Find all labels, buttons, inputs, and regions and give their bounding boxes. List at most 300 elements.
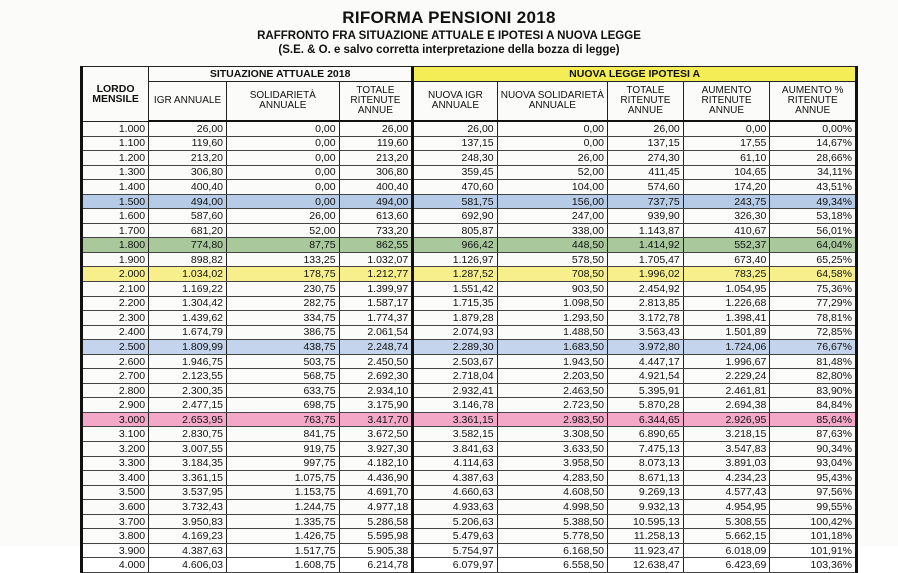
cell-totale-ritenute-current: 5.595,98 (339, 529, 413, 544)
cell-solidarieta-annuale: 0,00 (227, 151, 340, 166)
cell-totale-ritenute-current: 1.587,17 (339, 296, 413, 311)
cell-totale-ritenute-new: 6.890,65 (608, 427, 684, 442)
table-row (82, 412, 857, 427)
cell-solidarieta-annuale: 334,75 (227, 311, 340, 326)
cell-igr-annuale: 3.361,15 (149, 471, 227, 486)
cell-aumento-ritenute: 2.926,95 (683, 412, 770, 427)
cell-aumento-ritenute: 3.891,03 (683, 456, 770, 471)
cell-nuova-igr-annuale: 4.114,63 (413, 456, 497, 471)
cell-aumento-percent: 75,36% (770, 282, 857, 297)
cell-totale-ritenute-current: 2.061,54 (339, 325, 413, 340)
cell-totale-ritenute-new: 411,45 (608, 165, 684, 180)
cell-aumento-ritenute: 1.398,41 (683, 311, 770, 326)
table-row (82, 558, 857, 573)
document-subtitle: RAFFRONTO FRA SITUAZIONE ATTUALE E IPOTESI A NUOVA LEGGE (257, 30, 641, 42)
header-nuova-igr-annuale: NUOVA IGR ANNUALE (413, 82, 497, 122)
cell-aumento-ritenute: 0,00 (683, 121, 770, 136)
cell-nuova-igr-annuale: 2.289,30 (413, 340, 497, 355)
cell-totale-ritenute-new: 1.414,92 (608, 238, 684, 253)
cell-totale-ritenute-current: 1.212,77 (339, 267, 413, 282)
cell-aumento-percent: 103,36% (770, 558, 857, 573)
cell-lordo-mensile: 1.100 (82, 136, 149, 151)
cell-aumento-percent: 53,18% (770, 209, 857, 224)
cell-aumento-ritenute: 326,30 (683, 209, 770, 224)
cell-totale-ritenute-current: 862,55 (339, 238, 413, 253)
cell-aumento-percent: 101,18% (770, 529, 857, 544)
cell-nuova-igr-annuale: 966,42 (413, 238, 497, 253)
cell-lordo-mensile: 2.700 (82, 369, 149, 384)
cell-solidarieta-annuale: 438,75 (227, 340, 340, 355)
cell-lordo-mensile: 3.800 (82, 529, 149, 544)
cell-solidarieta-annuale: 0,00 (227, 136, 340, 151)
cell-solidarieta-annuale: 0,00 (227, 121, 340, 136)
cell-aumento-ritenute: 3.218,15 (683, 427, 770, 442)
cell-nuova-solidarieta-annuale: 247,00 (497, 209, 607, 224)
cell-nuova-igr-annuale: 2.718,04 (413, 369, 497, 384)
table-row (82, 471, 857, 486)
cell-lordo-mensile: 2.000 (82, 267, 149, 282)
cell-aumento-percent: 85,64% (770, 412, 857, 427)
cell-nuova-solidarieta-annuale: 1.943,50 (497, 354, 607, 369)
cell-nuova-solidarieta-annuale: 6.168,50 (497, 543, 607, 558)
cell-aumento-percent: 95,43% (770, 471, 857, 486)
cell-solidarieta-annuale: 0,00 (227, 165, 340, 180)
table-row (82, 311, 857, 326)
cell-totale-ritenute-new: 3.972,80 (608, 340, 684, 355)
cell-aumento-percent: 77,29% (770, 296, 857, 311)
cell-totale-ritenute-current: 119,60 (339, 136, 413, 151)
cell-solidarieta-annuale: 1.426,75 (227, 529, 340, 544)
cell-aumento-ritenute: 673,40 (683, 252, 770, 267)
cell-aumento-percent: 93,04% (770, 456, 857, 471)
cell-solidarieta-annuale: 133,25 (227, 252, 340, 267)
cell-totale-ritenute-current: 5.905,38 (339, 543, 413, 558)
cell-igr-annuale: 2.830,75 (149, 427, 227, 442)
table-row (82, 427, 857, 442)
cell-lordo-mensile: 1.600 (82, 209, 149, 224)
comparison-table (80, 66, 858, 573)
cell-nuova-solidarieta-annuale: 3.633,50 (497, 442, 607, 457)
cell-nuova-solidarieta-annuale: 4.998,50 (497, 500, 607, 515)
cell-nuova-solidarieta-annuale: 3.958,50 (497, 456, 607, 471)
cell-aumento-ritenute: 104,65 (683, 165, 770, 180)
header-nuova-solidarieta-annuale: NUOVA SOLIDARIETÀ ANNUALE (497, 82, 607, 122)
cell-igr-annuale: 681,20 (149, 223, 227, 238)
cell-totale-ritenute-current: 26,00 (339, 121, 413, 136)
cell-lordo-mensile: 3.600 (82, 500, 149, 515)
cell-solidarieta-annuale: 1.244,75 (227, 500, 340, 515)
cell-totale-ritenute-current: 494,00 (339, 194, 413, 209)
cell-nuova-igr-annuale: 1.879,28 (413, 311, 497, 326)
cell-nuova-solidarieta-annuale: 1.683,50 (497, 340, 607, 355)
cell-aumento-percent: 81,48% (770, 354, 857, 369)
cell-nuova-solidarieta-annuale: 338,00 (497, 223, 607, 238)
cell-totale-ritenute-new: 3.563,43 (608, 325, 684, 340)
header-lordo-mensile: LORDO MENSILE (82, 67, 149, 122)
cell-aumento-ritenute: 5.308,55 (683, 514, 770, 529)
cell-totale-ritenute-current: 2.450,50 (339, 354, 413, 369)
cell-aumento-percent: 99,55% (770, 500, 857, 515)
cell-solidarieta-annuale: 1.153,75 (227, 485, 340, 500)
cell-nuova-igr-annuale: 359,45 (413, 165, 497, 180)
cell-totale-ritenute-current: 400,40 (339, 180, 413, 195)
cell-nuova-igr-annuale: 4.660,63 (413, 485, 497, 500)
cell-igr-annuale: 26,00 (149, 121, 227, 136)
cell-aumento-percent: 100,42% (770, 514, 857, 529)
cell-nuova-solidarieta-annuale: 3.308,50 (497, 427, 607, 442)
cell-igr-annuale: 4.606,03 (149, 558, 227, 573)
header-aumento-percent: AUMENTO % RITENUTE ANNUE (770, 82, 857, 122)
cell-totale-ritenute-new: 1.705,47 (608, 252, 684, 267)
cell-totale-ritenute-new: 5.870,28 (608, 398, 684, 413)
cell-aumento-percent: 87,63% (770, 427, 857, 442)
cell-nuova-solidarieta-annuale: 1.293,50 (497, 311, 607, 326)
table-row (82, 121, 857, 136)
cell-igr-annuale: 3.732,43 (149, 500, 227, 515)
cell-totale-ritenute-current: 3.672,50 (339, 427, 413, 442)
cell-igr-annuale: 494,00 (149, 194, 227, 209)
cell-nuova-igr-annuale: 3.361,15 (413, 412, 497, 427)
cell-lordo-mensile: 3.400 (82, 471, 149, 486)
cell-nuova-igr-annuale: 6.079,97 (413, 558, 497, 573)
cell-totale-ritenute-new: 737,75 (608, 194, 684, 209)
cell-nuova-igr-annuale: 2.074,93 (413, 325, 497, 340)
table-row (82, 194, 857, 209)
cell-lordo-mensile: 2.600 (82, 354, 149, 369)
cell-nuova-solidarieta-annuale: 156,00 (497, 194, 607, 209)
cell-nuova-igr-annuale: 26,00 (413, 121, 497, 136)
cell-nuova-igr-annuale: 2.503,67 (413, 354, 497, 369)
cell-lordo-mensile: 2.500 (82, 340, 149, 355)
header-solidarieta-annuale: SOLIDARIETÀ ANNUALE (227, 82, 340, 122)
cell-igr-annuale: 1.439,62 (149, 311, 227, 326)
cell-aumento-ritenute: 4.577,43 (683, 485, 770, 500)
table-row (82, 238, 857, 253)
cell-solidarieta-annuale: 87,75 (227, 238, 340, 253)
cell-totale-ritenute-new: 274,30 (608, 151, 684, 166)
cell-aumento-percent: 28,66% (770, 151, 857, 166)
cell-igr-annuale: 306,80 (149, 165, 227, 180)
cell-nuova-solidarieta-annuale: 1.488,50 (497, 325, 607, 340)
cell-igr-annuale: 3.950,83 (149, 514, 227, 529)
cell-igr-annuale: 587,60 (149, 209, 227, 224)
table-row (82, 485, 857, 500)
cell-aumento-percent: 56,01% (770, 223, 857, 238)
table-row (82, 209, 857, 224)
cell-aumento-ritenute: 4.234,23 (683, 471, 770, 486)
cell-aumento-percent: 64,04% (770, 238, 857, 253)
cell-totale-ritenute-current: 1.399,97 (339, 282, 413, 297)
cell-aumento-ritenute: 17,55 (683, 136, 770, 151)
cell-nuova-igr-annuale: 1.126,97 (413, 252, 497, 267)
cell-totale-ritenute-current: 2.692,30 (339, 369, 413, 384)
cell-solidarieta-annuale: 1.075,75 (227, 471, 340, 486)
column-header-row (82, 82, 857, 122)
cell-aumento-ritenute: 3.547,83 (683, 442, 770, 457)
cell-nuova-solidarieta-annuale: 5.778,50 (497, 529, 607, 544)
table-row (82, 223, 857, 238)
group-header-current: SITUAZIONE ATTUALE 2018 (149, 67, 413, 82)
cell-nuova-solidarieta-annuale: 448,50 (497, 238, 607, 253)
table-row (82, 282, 857, 297)
cell-aumento-percent: 97,56% (770, 485, 857, 500)
cell-solidarieta-annuale: 1.517,75 (227, 543, 340, 558)
header-totale-ritenute-current: TOTALE RITENUTE ANNUE (339, 82, 413, 122)
cell-nuova-solidarieta-annuale: 708,50 (497, 267, 607, 282)
cell-solidarieta-annuale: 503,75 (227, 354, 340, 369)
cell-solidarieta-annuale: 282,75 (227, 296, 340, 311)
cell-nuova-igr-annuale: 4.933,63 (413, 500, 497, 515)
cell-aumento-ritenute: 61,10 (683, 151, 770, 166)
cell-igr-annuale: 1.304,42 (149, 296, 227, 311)
cell-lordo-mensile: 4.000 (82, 558, 149, 573)
cell-totale-ritenute-current: 2.248,74 (339, 340, 413, 355)
cell-lordo-mensile: 2.400 (82, 325, 149, 340)
cell-nuova-solidarieta-annuale: 52,00 (497, 165, 607, 180)
cell-totale-ritenute-new: 3.172,78 (608, 311, 684, 326)
cell-nuova-solidarieta-annuale: 2.203,50 (497, 369, 607, 384)
table-row (82, 165, 857, 180)
cell-igr-annuale: 1.674,79 (149, 325, 227, 340)
cell-totale-ritenute-new: 939,90 (608, 209, 684, 224)
cell-nuova-solidarieta-annuale: 2.463,50 (497, 383, 607, 398)
cell-nuova-solidarieta-annuale: 0,00 (497, 136, 607, 151)
table-row (82, 514, 857, 529)
cell-totale-ritenute-new: 10.595,13 (608, 514, 684, 529)
table-row (82, 398, 857, 413)
cell-nuova-igr-annuale: 3.146,78 (413, 398, 497, 413)
cell-solidarieta-annuale: 386,75 (227, 325, 340, 340)
table-row (82, 500, 857, 515)
cell-aumento-percent: 83,90% (770, 383, 857, 398)
cell-igr-annuale: 2.123,55 (149, 369, 227, 384)
cell-aumento-percent: 84,84% (770, 398, 857, 413)
cell-totale-ritenute-current: 1.774,37 (339, 311, 413, 326)
cell-aumento-ritenute: 6.018,09 (683, 543, 770, 558)
cell-totale-ritenute-current: 4.436,90 (339, 471, 413, 486)
cell-totale-ritenute-current: 4.182,10 (339, 456, 413, 471)
cell-totale-ritenute-new: 26,00 (608, 121, 684, 136)
group-header-row (82, 67, 857, 82)
table-row (82, 340, 857, 355)
cell-aumento-percent: 43,51% (770, 180, 857, 195)
cell-nuova-igr-annuale: 3.841,63 (413, 442, 497, 457)
header-totale-ritenute-new: TOTALE RITENUTE ANNUE (608, 82, 684, 122)
cell-totale-ritenute-current: 306,80 (339, 165, 413, 180)
cell-lordo-mensile: 3.500 (82, 485, 149, 500)
cell-lordo-mensile: 1.400 (82, 180, 149, 195)
cell-aumento-ritenute: 243,75 (683, 194, 770, 209)
cell-solidarieta-annuale: 178,75 (227, 267, 340, 282)
cell-lordo-mensile: 2.900 (82, 398, 149, 413)
table-row (82, 369, 857, 384)
cell-nuova-solidarieta-annuale: 4.608,50 (497, 485, 607, 500)
cell-totale-ritenute-current: 5.286,58 (339, 514, 413, 529)
cell-igr-annuale: 3.007,55 (149, 442, 227, 457)
cell-nuova-solidarieta-annuale: 1.098,50 (497, 296, 607, 311)
cell-nuova-igr-annuale: 5.206,63 (413, 514, 497, 529)
cell-igr-annuale: 400,40 (149, 180, 227, 195)
cell-nuova-solidarieta-annuale: 5.388,50 (497, 514, 607, 529)
table-row (82, 383, 857, 398)
cell-nuova-igr-annuale: 1.287,52 (413, 267, 497, 282)
cell-aumento-ritenute: 4.954,95 (683, 500, 770, 515)
cell-lordo-mensile: 2.800 (82, 383, 149, 398)
cell-aumento-percent: 76,67% (770, 340, 857, 355)
cell-totale-ritenute-current: 733,20 (339, 223, 413, 238)
cell-lordo-mensile: 3.000 (82, 412, 149, 427)
cell-solidarieta-annuale: 997,75 (227, 456, 340, 471)
cell-nuova-igr-annuale: 5.479,63 (413, 529, 497, 544)
cell-totale-ritenute-new: 137,15 (608, 136, 684, 151)
header-igr-annuale: IGR ANNUALE (149, 82, 227, 122)
cell-totale-ritenute-new: 5.395,91 (608, 383, 684, 398)
cell-totale-ritenute-new: 12.638,47 (608, 558, 684, 573)
cell-aumento-percent: 72,85% (770, 325, 857, 340)
cell-lordo-mensile: 3.300 (82, 456, 149, 471)
cell-totale-ritenute-new: 9.269,13 (608, 485, 684, 500)
cell-aumento-percent: 49,34% (770, 194, 857, 209)
cell-nuova-igr-annuale: 1.551,42 (413, 282, 497, 297)
table-row (82, 180, 857, 195)
cell-nuova-solidarieta-annuale: 903,50 (497, 282, 607, 297)
cell-totale-ritenute-new: 8.671,13 (608, 471, 684, 486)
group-header-new: NUOVA LEGGE IPOTESI A (413, 67, 857, 82)
cell-totale-ritenute-new: 6.344,65 (608, 412, 684, 427)
cell-totale-ritenute-new: 1.996,02 (608, 267, 684, 282)
cell-nuova-igr-annuale: 1.715,35 (413, 296, 497, 311)
cell-aumento-percent: 14,67% (770, 136, 857, 151)
cell-lordo-mensile: 1.800 (82, 238, 149, 253)
cell-aumento-ritenute: 410,67 (683, 223, 770, 238)
cell-aumento-ritenute: 1.996,67 (683, 354, 770, 369)
cell-lordo-mensile: 1.700 (82, 223, 149, 238)
cell-solidarieta-annuale: 1.608,75 (227, 558, 340, 573)
cell-lordo-mensile: 1.500 (82, 194, 149, 209)
cell-lordo-mensile: 1.900 (82, 252, 149, 267)
cell-aumento-ritenute: 2.229,24 (683, 369, 770, 384)
cell-nuova-solidarieta-annuale: 0,00 (497, 121, 607, 136)
table-row (82, 456, 857, 471)
cell-aumento-ritenute: 1.724,06 (683, 340, 770, 355)
cell-totale-ritenute-current: 3.927,30 (339, 442, 413, 457)
cell-aumento-ritenute: 1.054,95 (683, 282, 770, 297)
cell-solidarieta-annuale: 568,75 (227, 369, 340, 384)
table-row (82, 325, 857, 340)
cell-totale-ritenute-current: 613,60 (339, 209, 413, 224)
cell-igr-annuale: 3.184,35 (149, 456, 227, 471)
comparison-table-container (80, 66, 858, 573)
table-row (82, 296, 857, 311)
cell-aumento-percent: 101,91% (770, 543, 857, 558)
cell-totale-ritenute-current: 4.691,70 (339, 485, 413, 500)
cell-lordo-mensile: 3.200 (82, 442, 149, 457)
cell-totale-ritenute-new: 2.813,85 (608, 296, 684, 311)
cell-lordo-mensile: 3.900 (82, 543, 149, 558)
table-row (82, 354, 857, 369)
cell-totale-ritenute-new: 7.475,13 (608, 442, 684, 457)
cell-nuova-solidarieta-annuale: 578,50 (497, 252, 607, 267)
cell-totale-ritenute-current: 2.934,10 (339, 383, 413, 398)
table-row (82, 151, 857, 166)
cell-aumento-ritenute: 552,37 (683, 238, 770, 253)
cell-aumento-ritenute: 2.694,38 (683, 398, 770, 413)
cell-aumento-percent: 64,58% (770, 267, 857, 282)
table-body (82, 121, 857, 572)
cell-lordo-mensile: 2.300 (82, 311, 149, 326)
cell-totale-ritenute-new: 11.258,13 (608, 529, 684, 544)
table-row (82, 252, 857, 267)
cell-totale-ritenute-new: 1.143,87 (608, 223, 684, 238)
cell-aumento-ritenute: 1.226,68 (683, 296, 770, 311)
document-note: (S.E. & O. e salvo corretta interpretazione della bozza di legge) (278, 44, 620, 56)
cell-lordo-mensile: 1.000 (82, 121, 149, 136)
cell-aumento-percent: 65,25% (770, 252, 857, 267)
cell-solidarieta-annuale: 698,75 (227, 398, 340, 413)
cell-nuova-igr-annuale: 470,60 (413, 180, 497, 195)
cell-totale-ritenute-current: 213,20 (339, 151, 413, 166)
cell-totale-ritenute-current: 3.175,90 (339, 398, 413, 413)
table-row (82, 136, 857, 151)
cell-aumento-percent: 34,11% (770, 165, 857, 180)
cell-solidarieta-annuale: 0,00 (227, 180, 340, 195)
cell-nuova-igr-annuale: 581,75 (413, 194, 497, 209)
cell-nuova-igr-annuale: 248,30 (413, 151, 497, 166)
cell-aumento-ritenute: 2.461,81 (683, 383, 770, 398)
cell-igr-annuale: 1.809,99 (149, 340, 227, 355)
cell-aumento-percent: 90,34% (770, 442, 857, 457)
cell-totale-ritenute-current: 4.977,18 (339, 500, 413, 515)
cell-lordo-mensile: 3.100 (82, 427, 149, 442)
cell-aumento-ritenute: 5.662,15 (683, 529, 770, 544)
cell-nuova-igr-annuale: 5.754,97 (413, 543, 497, 558)
cell-aumento-percent: 0,00% (770, 121, 857, 136)
table-row (82, 442, 857, 457)
cell-nuova-solidarieta-annuale: 2.983,50 (497, 412, 607, 427)
cell-totale-ritenute-new: 4.447,17 (608, 354, 684, 369)
cell-solidarieta-annuale: 841,75 (227, 427, 340, 442)
cell-aumento-percent: 82,80% (770, 369, 857, 384)
cell-solidarieta-annuale: 230,75 (227, 282, 340, 297)
cell-aumento-ritenute: 174,20 (683, 180, 770, 195)
cell-aumento-percent: 78,81% (770, 311, 857, 326)
cell-totale-ritenute-current: 3.417,70 (339, 412, 413, 427)
cell-totale-ritenute-new: 2.454,92 (608, 282, 684, 297)
cell-solidarieta-annuale: 1.335,75 (227, 514, 340, 529)
cell-solidarieta-annuale: 26,00 (227, 209, 340, 224)
cell-nuova-igr-annuale: 4.387,63 (413, 471, 497, 486)
cell-igr-annuale: 2.477,15 (149, 398, 227, 413)
cell-nuova-solidarieta-annuale: 26,00 (497, 151, 607, 166)
cell-lordo-mensile: 1.300 (82, 165, 149, 180)
document-title: RIFORMA PENSIONI 2018 (342, 8, 556, 27)
cell-igr-annuale: 774,80 (149, 238, 227, 253)
cell-igr-annuale: 1.034,02 (149, 267, 227, 282)
cell-igr-annuale: 4.387,63 (149, 543, 227, 558)
cell-nuova-igr-annuale: 2.932,41 (413, 383, 497, 398)
cell-totale-ritenute-new: 4.921,54 (608, 369, 684, 384)
cell-totale-ritenute-current: 6.214,78 (339, 558, 413, 573)
cell-nuova-igr-annuale: 137,15 (413, 136, 497, 151)
cell-nuova-solidarieta-annuale: 4.283,50 (497, 471, 607, 486)
cell-solidarieta-annuale: 763,75 (227, 412, 340, 427)
cell-lordo-mensile: 3.700 (82, 514, 149, 529)
cell-igr-annuale: 1.946,75 (149, 354, 227, 369)
cell-aumento-ritenute: 6.423,69 (683, 558, 770, 573)
cell-totale-ritenute-new: 574,60 (608, 180, 684, 195)
cell-nuova-igr-annuale: 3.582,15 (413, 427, 497, 442)
cell-totale-ritenute-new: 8.073,13 (608, 456, 684, 471)
